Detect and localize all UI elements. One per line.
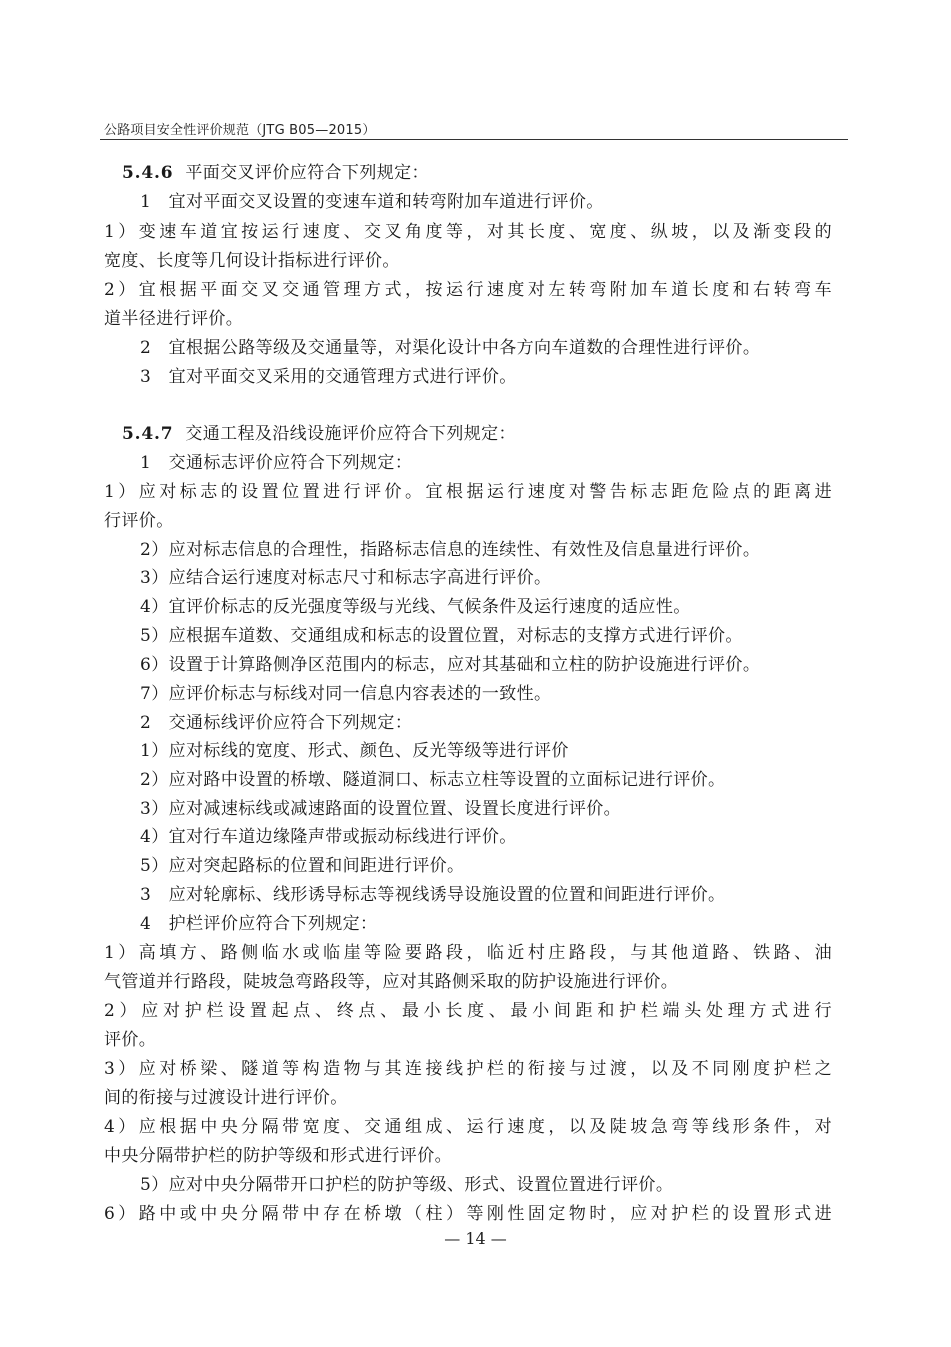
clause-heading-5-4-7 (122, 423, 516, 445)
paragraph-line: 6）设置于计算路侧净区范围内的标志，应对其基础和立柱的防护设施进行评价。 (140, 655, 761, 675)
paragraph-line: 4）宜评价标志的反光强度等级与光线、气候条件及运行速度的适应性。 (140, 597, 691, 617)
paragraph-line: 2）应对标志信息的合理性，指路标志信息的连续性、有效性及信息量进行评价。 (140, 540, 761, 560)
paragraph-line: 6）路中或中央分隔带中存在桥墩（柱）等刚性固定物时，应对护栏的设置形式进 (104, 1204, 832, 1224)
paragraph-line: 2 宜根据公路等级及交通量等，对渠化设计中各方向车道数的合理性进行评价。 (140, 338, 761, 358)
paragraph-line: 7）应评价标志与标线对同一信息内容表述的一致性。 (140, 684, 552, 704)
running-header: 公路项目安全性评价规范（JTG B05—2015） (104, 123, 376, 138)
paragraph-line: 4）应根据中央分隔带宽度、交通组成、运行速度，以及陡坡急弯等线形条件，对 (104, 1117, 832, 1137)
paragraph-line: 1）高填方、路侧临水或临崖等险要路段，临近村庄路段，与其他道路、铁路、油 (104, 943, 832, 963)
paragraph-line: 中央分隔带护栏的防护等级和形式进行评价。 (104, 1146, 452, 1166)
paragraph-line: 3）应结合运行速度对标志尺寸和标志字高进行评价。 (140, 568, 552, 588)
clause-title: 交通工程及沿线设施评价应符合下列规定： (185, 424, 516, 444)
paragraph-line: 评价。 (104, 1030, 157, 1050)
paragraph-line: 2）应对护栏设置起点、终点、最小长度、最小间距和护栏端头处理方式进行 (104, 1001, 832, 1021)
paragraph-line: 1）变速车道宜按运行速度、交叉角度等，对其长度、宽度、纵坡，以及渐变段的 (104, 222, 832, 242)
paragraph-line: 2）应对路中设置的桥墩、隧道洞口、标志立柱等设置的立面标记进行评价。 (140, 770, 726, 790)
clause-title: 平面交叉评价应符合下列规定： (185, 163, 429, 183)
paragraph-line: 5）应根据车道数、交通组成和标志的设置位置，对标志的支撑方式进行评价。 (140, 626, 743, 646)
clause-heading-5-4-6 (122, 162, 429, 184)
paragraph-line: 5）应对突起路标的位置和间距进行评价。 (140, 856, 465, 876)
paragraph-line: 1 交通标志评价应符合下列规定： (140, 453, 413, 473)
paragraph-line: 3 应对轮廓标、线形诱导标志等视线诱导设施设置的位置和间距进行评价。 (140, 885, 726, 905)
clause-number: 5.4.7 (122, 424, 174, 444)
paragraph-line: 间的衔接与过渡设计进行评价。 (104, 1088, 348, 1108)
paragraph-line: 1 宜对平面交叉设置的变速车道和转弯附加车道进行评价。 (140, 192, 604, 212)
paragraph-line: 3）应对减速标线或减速路面的设置位置、设置长度进行评价。 (140, 799, 622, 819)
paragraph-line: 宽度、长度等几何设计指标进行评价。 (104, 251, 400, 271)
paragraph-line: 4）宜对行车道边缘隆声带或振动标线进行评价。 (140, 827, 517, 847)
paragraph-line: 气管道并行路段，陡坡急弯路段等，应对其路侧采取的防护设施进行评价。 (104, 972, 679, 992)
paragraph-line: 道半径进行评价。 (104, 309, 244, 329)
paragraph-line: 3）应对桥梁、隧道等构造物与其连接线护栏的衔接与过渡，以及不同刚度护栏之 (104, 1059, 832, 1079)
paragraph-line: 3 宜对平面交叉采用的交通管理方式进行评价。 (140, 367, 517, 387)
page-number: — 14 — (444, 1229, 507, 1248)
clause-number: 5.4.6 (122, 163, 174, 183)
paragraph-line: 4 护栏评价应符合下列规定： (140, 914, 378, 934)
paragraph-line: 5）应对中央分隔带开口护栏的防护等级、形式、设置位置进行评价。 (140, 1175, 674, 1195)
paragraph-line: 2）宜根据平面交叉交通管理方式，按运行速度对左转弯附加车道长度和右转弯车 (104, 280, 832, 300)
paragraph-line: 2 交通标线评价应符合下列规定： (140, 713, 413, 733)
paragraph-line: 1）应对标线的宽度、形式、颜色、反光等级等进行评价 (140, 741, 569, 761)
paragraph-line: 行评价。 (104, 511, 174, 531)
paragraph-line: 1）应对标志的设置位置进行评价。宜根据运行速度对警告标志距危险点的距离进 (104, 482, 832, 502)
